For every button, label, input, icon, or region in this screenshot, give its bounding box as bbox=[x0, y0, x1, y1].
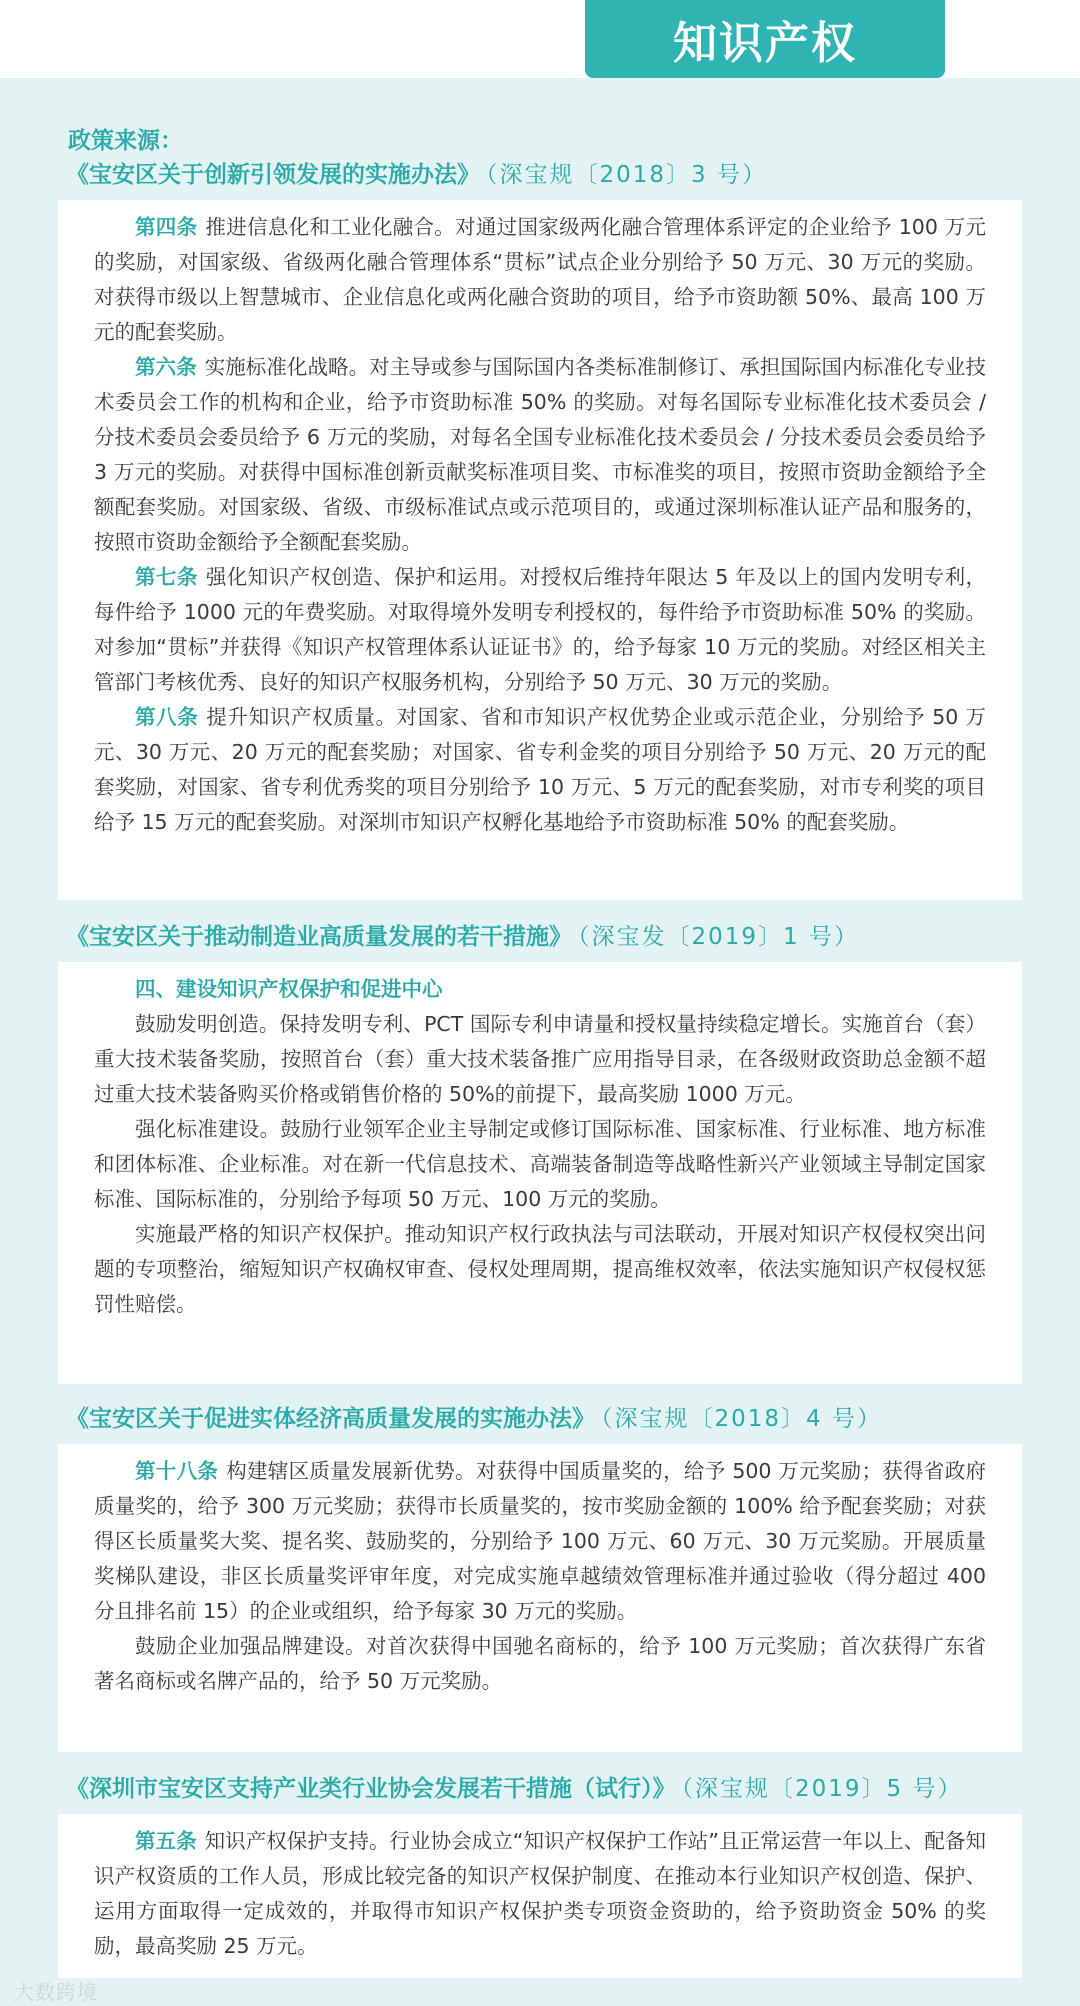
article-label: 第四条 bbox=[135, 215, 198, 239]
policy-title-2 bbox=[66, 918, 859, 951]
policy-name: 《宝安区关于创新引领发展的实施办法》 bbox=[66, 162, 480, 188]
section-subheading: 四、建设知识产权保护和促进中心 bbox=[135, 977, 443, 1001]
article-paragraph bbox=[94, 560, 986, 700]
article-paragraph bbox=[94, 1824, 986, 1964]
watermark-logo: 大数跨境 bbox=[14, 1980, 98, 2004]
policy-doc-number: （深宝规〔2019〕5 号） bbox=[681, 1776, 963, 1802]
article-paragraph bbox=[94, 210, 986, 350]
article-text: 提升知识产权质量。对国家、省和市知识产权优势企业或示范企业，分别给予 50 万元、30 万元、20 万元的配套奖励；对国家、省专利金奖的项目分别给予 50 万元、20 万元的配套奖励，对国家、省专利优秀奖的项目分别给予 10 万元、5 万元的配套奖励，对市专利奖的项目给予 15 万元的配套奖励。对深圳市知识产权孵化基地给予市资助标准 50% 的配套奖励。 bbox=[94, 705, 986, 834]
policy-card-1 bbox=[58, 200, 1022, 900]
article-label: 第八条 bbox=[135, 705, 199, 729]
article-paragraph bbox=[94, 1454, 986, 1629]
policy-name: 《深圳市宝安区支持产业类行业协会发展若干措施（试行）》 bbox=[66, 1776, 676, 1802]
article-label: 第七条 bbox=[135, 565, 198, 589]
article-paragraph bbox=[94, 350, 986, 560]
policy-title-4 bbox=[66, 1770, 962, 1803]
policy-title-3 bbox=[66, 1400, 882, 1433]
article-text: 推进信息化和工业化融合。对通过国家级两化融合管理体系评定的企业给予 100 万元的奖励，对国家级、省级两化融合管理体系“贯标”试点企业分别给予 50 万元、30 万元的奖励。对获得市级以上智慧城市、企业信息化或两化融合资助的项目，给予市资助额 50%、最高 100 万元的配套奖励。 bbox=[94, 215, 986, 344]
policy-name: 《宝安区关于促进实体经济高质量发展的实施办法》 bbox=[66, 1406, 595, 1432]
policy-card-4 bbox=[58, 1814, 1022, 1978]
article-label: 第五条 bbox=[135, 1829, 197, 1853]
page-title: 知识产权 bbox=[585, 0, 945, 78]
policy-paragraph: 实施最严格的知识产权保护。推动知识产权行政执法与司法联动，开展对知识产权侵权突出问题的专项整治，缩短知识产权确权审查、侵权处理周期，提高维权效率，依法实施知识产权侵权惩罚性赔偿。 bbox=[94, 1222, 986, 1316]
policy-name: 《宝安区关于推动制造业高质量发展的若干措施》 bbox=[66, 924, 572, 950]
article-label: 第六条 bbox=[135, 355, 197, 379]
article-paragraph bbox=[94, 700, 986, 840]
policy-doc-number: （深宝发〔2019〕1 号） bbox=[578, 924, 859, 950]
policy-doc-number: （深宝规〔2018〕4 号） bbox=[601, 1406, 882, 1432]
article-text: 强化知识产权创造、保护和运用。对授权后维持年限达 5 年及以上的国内发明专利，每件给予 1000 元的年费奖励。对取得境外发明专利授权的，每件给予市资助标准 50% 的奖励。对参加“贯标”并获得《知识产权管理体系认证证书》的，给予每家 10 万元的奖励。对经区相关主管部门考核优秀、良好的知识产权服务机构，分别给予 50 万元、30 万元的奖励。 bbox=[94, 565, 987, 694]
policy-paragraph: 鼓励发明创造。保持发明专利、PCT 国际专利申请量和授权量持续稳定增长。实施首台（套）重大技术装备奖励，按照首台（套）重大技术装备推广应用指导目录，在各级财政资助总金额不超过重大技术装备购买价格或销售价格的 50%的前提下，最高奖励 1000 万元。 bbox=[94, 1012, 986, 1106]
article-label: 第十八条 bbox=[135, 1459, 219, 1483]
policy-paragraph: 鼓励企业加强品牌建设。对首次获得中国驰名商标的，给予 100 万元奖励；首次获得广东省著名商标或名牌产品的，给予 50 万元奖励。 bbox=[94, 1634, 986, 1693]
article-text: 构建辖区质量发展新优势。对获得中国质量奖的，给予 500 万元奖励；获得省政府质量奖的，给予 300 万元奖励；获得市长质量奖的，按市奖励金额的 100% 给予配套奖励；对获得区长质量奖大奖、提名奖、鼓励奖的，分别给予 100 万元、60 万元、30 万元奖励。开展质量奖梯队建设，非区长质量奖评审年度，对完成实施卓越绩效管理标准并通过验收（得分超过 400 分且排名前 15）的企业或组织，给予每家 30 万元的奖励。 bbox=[94, 1459, 986, 1623]
policy-paragraph: 强化标准建设。鼓励行业领军企业主导制定或修订国际标准、国家标准、行业标准、地方标准和团体标准、企业标准。对在新一代信息技术、高端装备制造等战略性新兴产业领域主导制定国家标准、国际标准的，分别给予每项 50 万元、100 万元的奖励。 bbox=[94, 1117, 986, 1211]
source-label: 政策来源： bbox=[68, 128, 183, 154]
policy-title-1 bbox=[66, 156, 767, 189]
policy-doc-number: （深宝规〔2018〕3 号） bbox=[486, 162, 767, 188]
article-text: 实施标准化战略。对主导或参与国际国内各类标准制修订、承担国际国内标准化专业技术委员会工作的机构和企业，给予市资助标准 50% 的奖励。对每名国际专业标准化技术委员会 / 分技术委员会委员给予 6 万元的奖励，对每名全国专业标准化技术委员会 / 分技术委员会委员给予 3 万元的奖励。对获得中国标准创新贡献奖标准项目奖、市标准奖的项目，按照市资助金额给予全额配套奖励。对国家级、省级、市级标准试点或示范项目的，或通过深圳标准认证产品和服务的，按照市资助金额给予全额配套奖励。 bbox=[94, 355, 986, 554]
article-text: 知识产权保护支持。行业协会成立“知识产权保护工作站”且正常运营一年以上、配备知识产权资质的工作人员，形成比较完备的知识产权保护制度、在推动本行业知识产权创造、保护、运用方面取得一定成效的，并取得市知识产权保护类专项资金资助的，给予资助资金 50% 的奖励，最高奖励 25 万元。 bbox=[94, 1829, 987, 1958]
policy-card-3 bbox=[58, 1444, 1022, 1752]
policy-card-2 bbox=[58, 962, 1022, 1384]
